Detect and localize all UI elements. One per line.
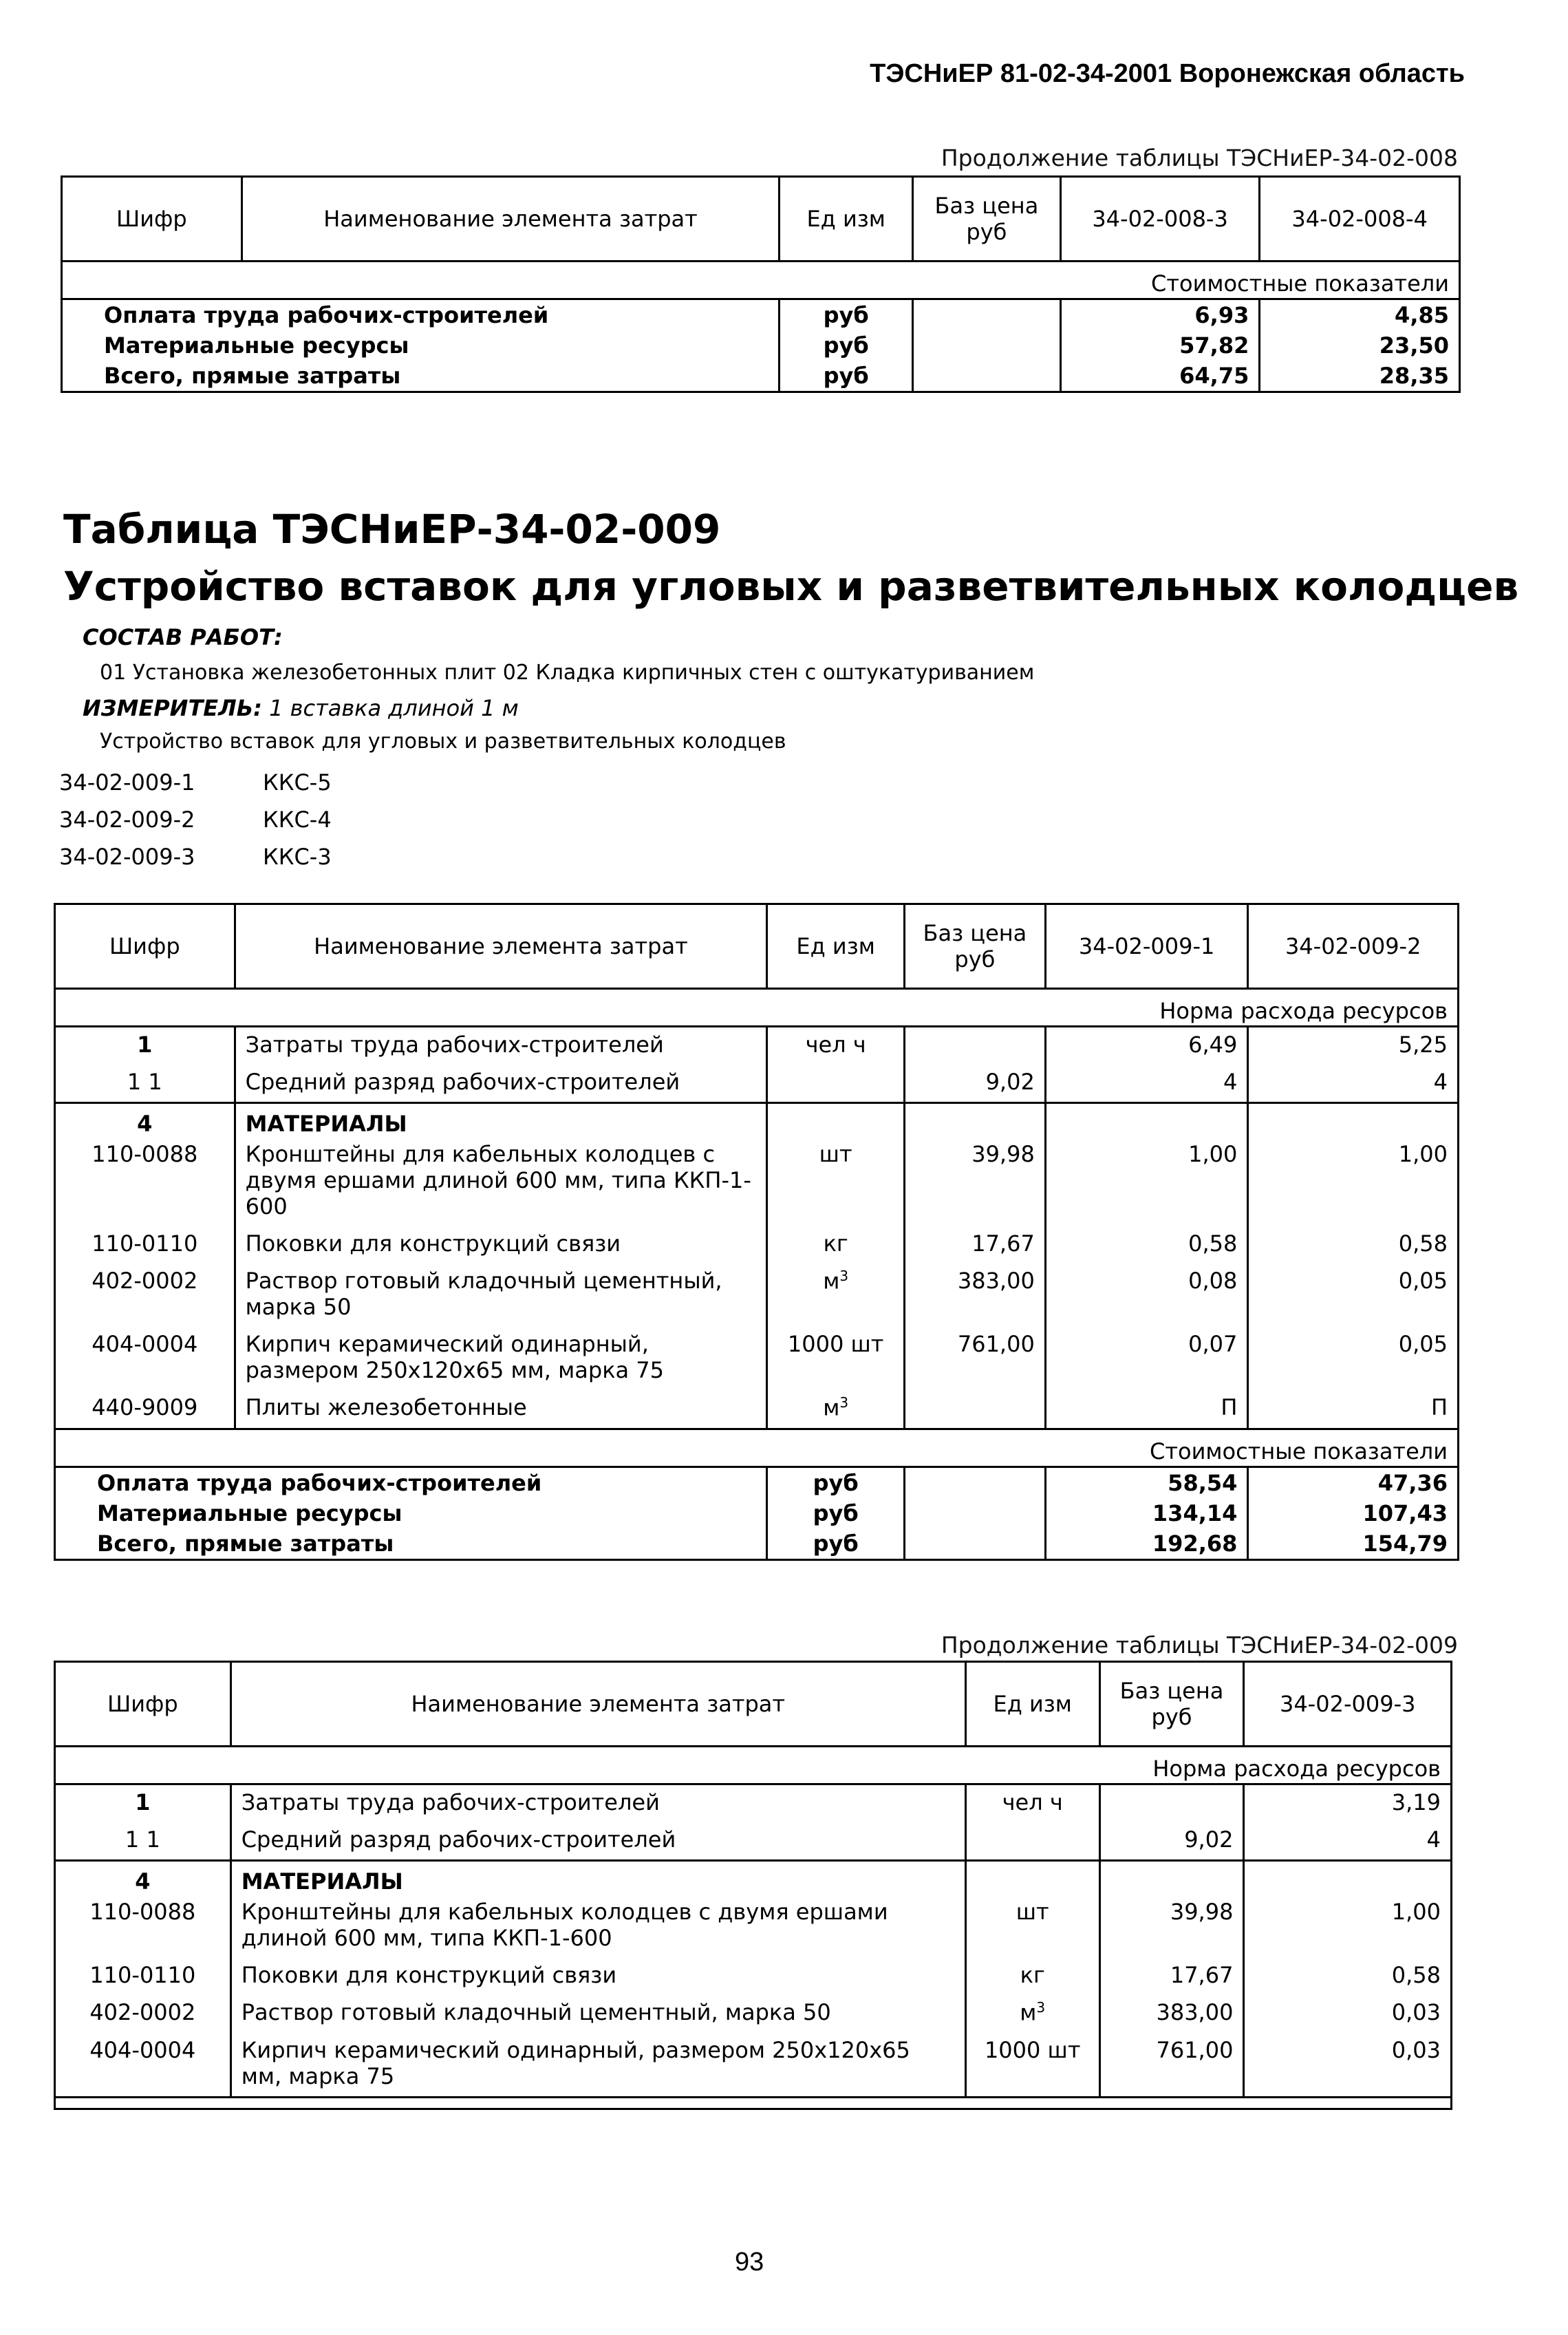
row-v1: 4: [1244, 1822, 1452, 1861]
cost-name: Оплата труда рабочих-строителей: [55, 1467, 767, 1498]
row-name: Кирпич керамический одинарный, размером 250х120х65 мм, марка 75: [230, 2033, 965, 2098]
row-price: [1099, 1784, 1244, 1823]
table-row: [62, 330, 1460, 361]
row-shifr: 110-0110: [55, 1958, 231, 1995]
table-row: [55, 1226, 1459, 1264]
table-row: [55, 1065, 1459, 1103]
cost-price: [905, 1528, 1046, 1560]
row-name: Плиты железобетонные: [235, 1390, 767, 1429]
table-row: [55, 1264, 1459, 1327]
cost-price: [913, 299, 1061, 331]
row-shifr: 404-0004: [55, 1327, 235, 1390]
row-v2: 0,05: [1248, 1264, 1459, 1327]
table-row: [55, 1027, 1459, 1065]
row-v1: 0,07: [1045, 1327, 1248, 1390]
row-v1: 4: [1045, 1065, 1248, 1103]
materials-header: [55, 1861, 1452, 1895]
page-number: 93: [735, 2248, 764, 2277]
table-row: [55, 1467, 1459, 1498]
row-v1: 1,00: [1244, 1895, 1452, 1958]
cost-value-2: 154,79: [1248, 1528, 1459, 1560]
row-name: Затраты труда рабочих-строителей: [235, 1027, 767, 1065]
materials-empty: [1099, 1861, 1244, 1895]
col-v1: 34-02-009-3: [1244, 1662, 1452, 1747]
row-name: Кронштейны для кабельных колодцев с двумя ершами длиной 600 мм, типа ККП-1-600: [235, 1137, 767, 1226]
norm-label: Норма расхода ресурсов: [55, 989, 1459, 1027]
row-unit: $м^3$: [767, 1390, 905, 1429]
cost-value-2: 28,35: [1260, 361, 1460, 392]
table-008: [61, 175, 1461, 393]
table-row: [55, 1137, 1459, 1226]
col-name: Наименование элемента затрат: [235, 904, 767, 989]
sostav-label: СОСТАВ РАБОТ:: [83, 624, 283, 650]
cost-name: Материальные ресурсы: [62, 330, 780, 361]
col-shifr: Шифр: [55, 904, 235, 989]
col-unit: Ед изм: [965, 1662, 1099, 1747]
materials-label: МАТЕРИАЛЫ: [235, 1103, 767, 1138]
col-shifr: Шифр: [62, 177, 242, 262]
col-unit: Ед изм: [780, 177, 913, 262]
col-v1: 34-02-008-3: [1060, 177, 1260, 262]
col-shifr: Шифр: [55, 1662, 231, 1747]
table-row: [62, 361, 1460, 392]
row-shifr: 440-9009: [55, 1390, 235, 1429]
cost-unit: руб: [767, 1528, 905, 1560]
row-price: 17,67: [905, 1226, 1046, 1264]
materials-empty: [1045, 1103, 1248, 1138]
description: Устройство вставок для угловых и разветвительных колодцев: [100, 729, 786, 754]
table-row: [55, 1498, 1459, 1528]
table-row: [55, 1528, 1459, 1560]
row-shifr: 402-0002: [55, 1264, 235, 1327]
row-price: 17,67: [1099, 1958, 1244, 1995]
row-v1: П: [1045, 1390, 1248, 1429]
row-price: 761,00: [905, 1327, 1046, 1390]
row-v1: 0,58: [1244, 1958, 1452, 1995]
materials-code: 4: [55, 1861, 231, 1895]
cost-unit: руб: [767, 1498, 905, 1528]
cost-name: Материальные ресурсы: [55, 1498, 767, 1528]
row-shifr: 1 1: [55, 1822, 231, 1861]
col-v1: 34-02-009-1: [1045, 904, 1248, 989]
materials-empty: [905, 1103, 1046, 1138]
row-v2: 4: [1248, 1065, 1459, 1103]
cost-name: Всего, прямые затраты: [62, 361, 780, 392]
cost-value-1: 57,82: [1060, 330, 1260, 361]
row-name: Затраты труда рабочих-строителей: [230, 1784, 965, 1823]
cost-value-2: 23,50: [1260, 330, 1460, 361]
code-1: 34-02-009-1: [59, 769, 195, 796]
row-v2: 5,25: [1248, 1027, 1459, 1065]
row-unit: [767, 1065, 905, 1103]
code-1-value: ККС-5: [263, 769, 332, 796]
row-price: 383,00: [905, 1264, 1046, 1327]
cost-unit: руб: [780, 330, 913, 361]
row-v1: 0,08: [1045, 1264, 1248, 1327]
materials-header: [55, 1103, 1459, 1138]
table-row: [55, 1822, 1452, 1861]
row-price: 9,02: [905, 1065, 1046, 1103]
row-shifr: 1: [55, 1784, 231, 1823]
row-shifr: 1: [55, 1027, 235, 1065]
cost-value-1: 6,93: [1060, 299, 1260, 331]
row-v1: 0,03: [1244, 2033, 1452, 2098]
row-v2: П: [1248, 1390, 1459, 1429]
row-shifr: 1 1: [55, 1065, 235, 1103]
norm-label: Норма расхода ресурсов: [55, 1747, 1452, 1784]
table-row: [55, 1895, 1452, 1958]
row-unit: чел ч: [965, 1784, 1099, 1823]
row-v1: 3,19: [1244, 1784, 1452, 1823]
cost-price: [905, 1498, 1046, 1528]
cost-value-1: 58,54: [1045, 1467, 1248, 1498]
col-price: Баз цена руб: [905, 904, 1046, 989]
table-009c-continuation: Продолжение таблицы ТЭСНиЕР-34-02-009: [941, 1632, 1458, 1659]
materials-empty: [767, 1103, 905, 1138]
row-v1: 6,49: [1045, 1027, 1248, 1065]
row-name: Средний разряд рабочих-строителей: [235, 1065, 767, 1103]
table-row: [62, 299, 1460, 331]
row-price: 39,98: [905, 1137, 1046, 1226]
cost-unit: руб: [780, 299, 913, 331]
table-row: [55, 2033, 1452, 2098]
code-2-value: ККС-4: [263, 807, 332, 833]
code-3-value: ККС-3: [263, 844, 332, 870]
table-row: [55, 1327, 1459, 1390]
table-row: [55, 1958, 1452, 1995]
table-row: [55, 1784, 1452, 1823]
section-label: Стоимостные показатели: [62, 262, 1460, 299]
cost-label: Стоимостные показатели: [55, 1429, 1459, 1467]
sostav-text: 01 Установка железобетонных плит 02 Кладка кирпичных стен с оштукатуриванием: [100, 661, 1035, 685]
materials-label: МАТЕРИАЛЫ: [230, 1861, 965, 1895]
row-price: 9,02: [1099, 1822, 1244, 1861]
table-009c: [54, 1661, 1452, 2110]
row-unit: шт: [965, 1895, 1099, 1958]
row-name: Кронштейны для кабельных колодцев с двумя ершами длиной 600 мм, типа ККП-1-600: [230, 1895, 965, 1958]
col-name: Наименование элемента затрат: [230, 1662, 965, 1747]
cost-value-2: 107,43: [1248, 1498, 1459, 1528]
cost-unit: руб: [780, 361, 913, 392]
row-price: [905, 1027, 1046, 1065]
cost-price: [905, 1467, 1046, 1498]
row-name: Кирпич керамический одинарный, размером 250х120х65 мм, марка 75: [235, 1327, 767, 1390]
row-name: Поковки для конструкций связи: [235, 1226, 767, 1264]
row-v1: 0,58: [1045, 1226, 1248, 1264]
izmeritel: ИЗМЕРИТЕЛЬ: 1 вставка длиной 1 м: [83, 695, 519, 721]
row-v2: 0,58: [1248, 1226, 1459, 1264]
col-unit: Ед изм: [767, 904, 905, 989]
row-unit: чел ч: [767, 1027, 905, 1065]
cost-value-1: 134,14: [1045, 1498, 1248, 1528]
row-shifr: 402-0002: [55, 1995, 231, 2033]
row-unit: $м^3$: [965, 1995, 1099, 2033]
col-name: Наименование элемента затрат: [241, 177, 780, 262]
row-name: Раствор готовый кладочный цементный, марка 50: [230, 1995, 965, 2033]
table-row: [55, 1995, 1452, 2033]
cost-name: Оплата труда рабочих-строителей: [62, 299, 780, 331]
table-009: [54, 903, 1459, 1561]
row-price: 383,00: [1099, 1995, 1244, 2033]
cost-price: [913, 330, 1061, 361]
table-008-continuation: Продолжение таблицы ТЭСНиЕР-34-02-008: [941, 145, 1458, 171]
row-name: Раствор готовый кладочный цементный, марка 50: [235, 1264, 767, 1327]
table-subtitle: Устройство вставок для угловых и разветвительных колодцев: [63, 563, 1519, 610]
cost-name: Всего, прямые затраты: [55, 1528, 767, 1560]
row-v2: 1,00: [1248, 1137, 1459, 1226]
cost-value-1: 64,75: [1060, 361, 1260, 392]
row-shifr: 110-0088: [55, 1137, 235, 1226]
row-v1: 1,00: [1045, 1137, 1248, 1226]
cost-unit: руб: [767, 1467, 905, 1498]
row-unit: шт: [767, 1137, 905, 1226]
row-price: 39,98: [1099, 1895, 1244, 1958]
code-3: 34-02-009-3: [59, 844, 195, 870]
page-header: ТЭСНиЕР 81-02-34-2001 Воронежская область: [870, 59, 1465, 88]
col-v2: 34-02-009-2: [1248, 904, 1459, 989]
row-name: Поковки для конструкций связи: [230, 1958, 965, 1995]
row-unit: $м^3$: [767, 1264, 905, 1327]
cost-value-2: 4,85: [1260, 299, 1460, 331]
row-unit: кг: [767, 1226, 905, 1264]
materials-empty: [965, 1861, 1099, 1895]
materials-code: 4: [55, 1103, 235, 1138]
row-name: Средний разряд рабочих-строителей: [230, 1822, 965, 1861]
row-unit: 1000 шт: [767, 1327, 905, 1390]
row-price: 761,00: [1099, 2033, 1244, 2098]
row-shifr: 404-0004: [55, 2033, 231, 2098]
cost-value-1: 192,68: [1045, 1528, 1248, 1560]
row-v1: 0,03: [1244, 1995, 1452, 2033]
row-unit: кг: [965, 1958, 1099, 1995]
materials-empty: [1248, 1103, 1459, 1138]
row-shifr: 110-0110: [55, 1226, 235, 1264]
table-row: [55, 1390, 1459, 1429]
col-v2: 34-02-008-4: [1260, 177, 1460, 262]
col-price: Баз цена руб: [1099, 1662, 1244, 1747]
materials-empty: [1244, 1861, 1452, 1895]
cost-value-2: 47,36: [1248, 1467, 1459, 1498]
code-2: 34-02-009-2: [59, 807, 195, 833]
row-v2: 0,05: [1248, 1327, 1459, 1390]
row-shifr: 110-0088: [55, 1895, 231, 1958]
row-unit: 1000 шт: [965, 2033, 1099, 2098]
table-title: Таблица ТЭСНиЕР-34-02-009: [63, 506, 721, 553]
row-unit: [965, 1822, 1099, 1861]
row-price: [905, 1390, 1046, 1429]
col-price: Баз цена руб: [913, 177, 1061, 262]
cost-price: [913, 361, 1061, 392]
